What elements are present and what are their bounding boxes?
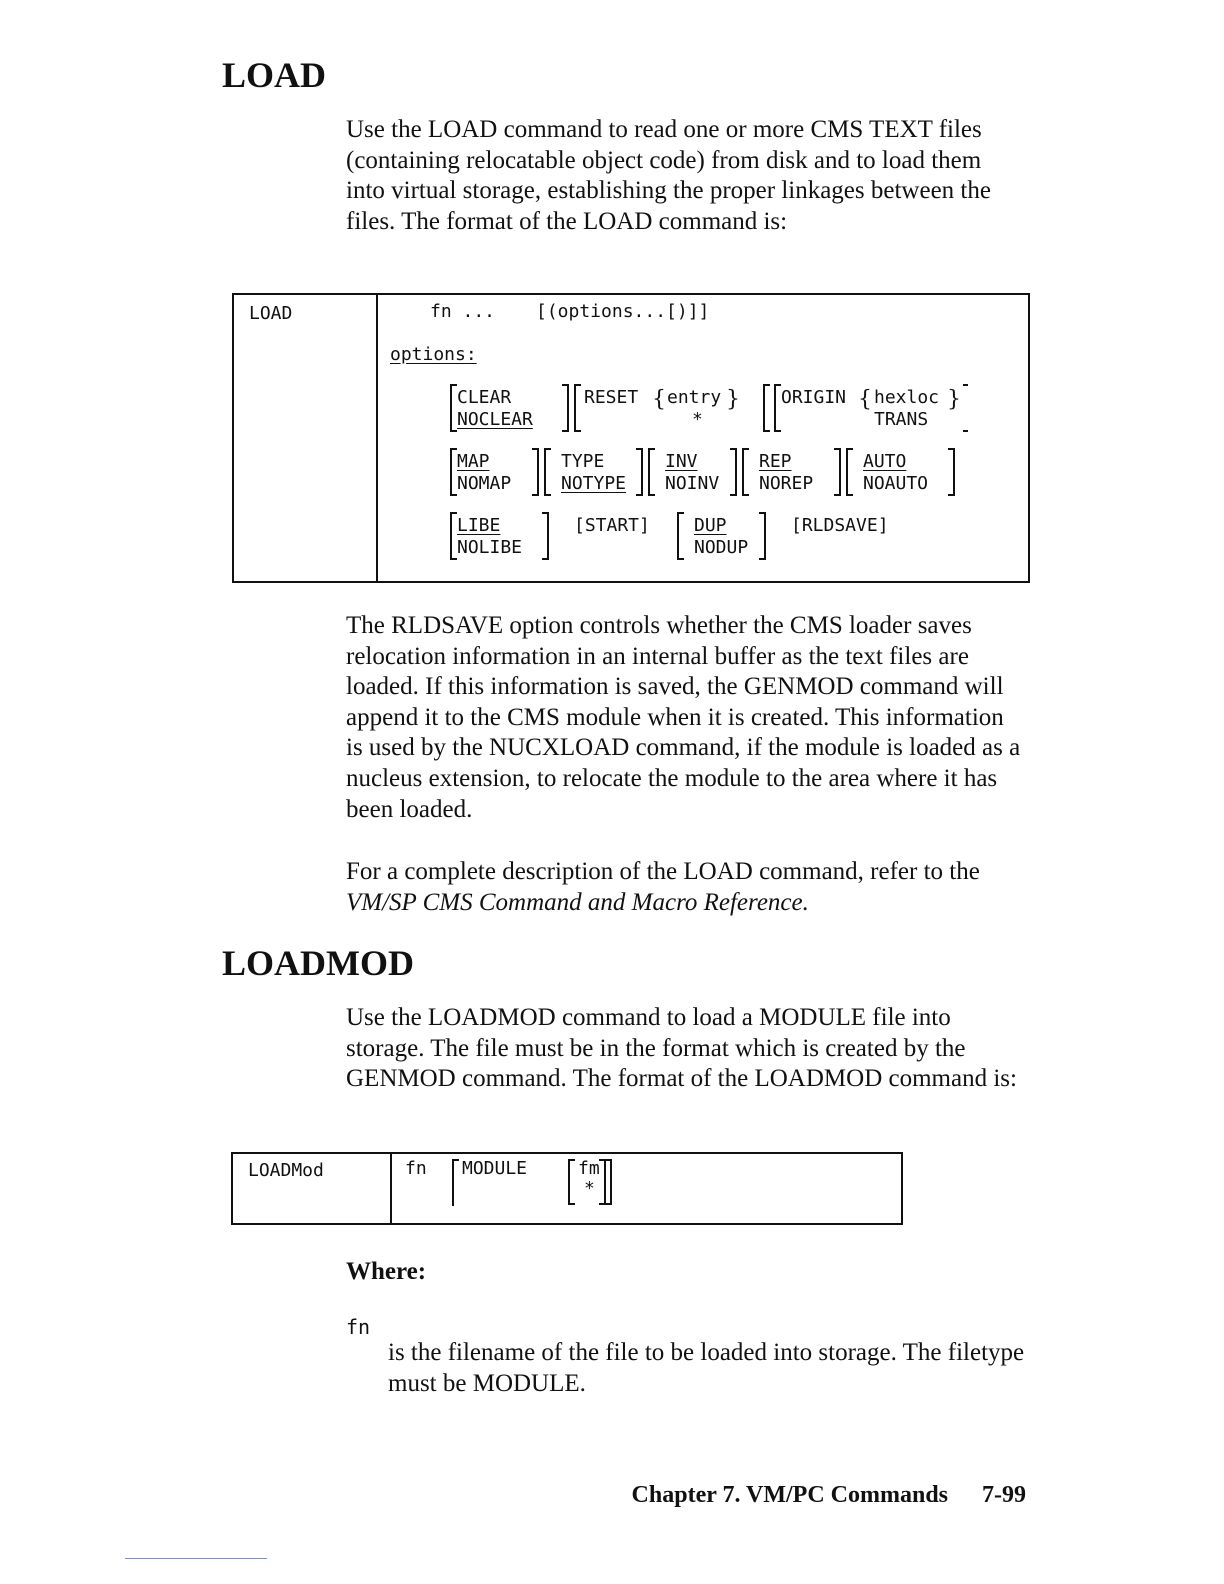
loadmod-intro-paragraph: Use the LOADMOD command to load a MODULE file into storage. The file must be in the format which is created by the GENMOD command. The format of the LOADMOD command is:: [346, 1004, 1017, 1093]
option-nodup: NODUP: [694, 537, 749, 558]
load-heading: LOAD: [222, 55, 327, 95]
load-syntax-divider: [376, 295, 378, 581]
load-options-label: options:: [390, 344, 477, 365]
option-start: [START]: [574, 515, 650, 536]
option-rep: REP: [759, 451, 792, 472]
reset-brace-open: {: [652, 387, 666, 412]
where-label: Where:: [346, 1258, 427, 1285]
loadmod-heading: LOADMOD: [222, 943, 414, 983]
reset-brace-close: }: [726, 387, 740, 412]
loadmod-operand-fn: fn: [405, 1158, 427, 1179]
option-notype: NOTYPE: [561, 473, 627, 494]
load-operand-fn: fn ...: [430, 301, 496, 322]
rldsave-paragraph: The RLDSAVE option controls whether the CMS loader saves relocation information in an internal buffer as the text files are loaded. If this information is saved, the GENMOD command will append it to the CMS module when it is created. This information is used by the NUCXLOAD command, if the module is loaded as a nucleus extension, to relocate the module to the area where it has been loaded.: [346, 612, 1021, 823]
option-libe: LIBE: [457, 515, 501, 536]
option-map: MAP: [457, 451, 490, 472]
loadmod-module: MODULE: [462, 1158, 528, 1179]
option-noinv: NOINV: [665, 473, 720, 494]
option-reset-entry: entry: [667, 387, 722, 408]
load-options-group: [(options...[)]]: [536, 301, 710, 322]
option-dup: DUP: [694, 515, 727, 536]
option-noclear: NOCLEAR: [457, 409, 533, 430]
option-rldsave: [RLDSAVE]: [791, 515, 889, 536]
option-noauto: NOAUTO: [863, 473, 929, 494]
bottom-rule: [125, 1558, 267, 1559]
option-auto: AUTO: [863, 451, 907, 472]
footer-page-number: 7-99: [982, 1482, 1026, 1508]
option-nolibe: NOLIBE: [457, 537, 523, 558]
option-clear: CLEAR: [457, 387, 512, 408]
footer-chapter: Chapter 7. VM/PC Commands: [631, 1482, 948, 1508]
load-command-name: LOAD: [249, 303, 293, 324]
term-fn-description: is the filename of the file to be loaded into storage. The filetype must be MODULE.: [388, 1339, 1025, 1397]
option-reset: RESET: [584, 387, 639, 408]
loadmod-syntax-divider: [390, 1154, 392, 1223]
origin-brace-open: {: [858, 387, 872, 412]
load-reference-text: For a complete description of the LOAD command, refer to the: [346, 858, 980, 885]
option-nomap: NOMAP: [457, 473, 512, 494]
load-reference-paragraph: [346, 857, 1026, 918]
option-reset-star: *: [692, 409, 703, 430]
option-type: TYPE: [561, 451, 605, 472]
option-inv: INV: [665, 451, 698, 472]
page-footer: [632, 1482, 1026, 1509]
origin-brace-close: }: [947, 387, 961, 412]
option-origin-hexloc: hexloc: [874, 387, 940, 408]
loadmod-fm-star: *: [584, 1178, 595, 1199]
load-syntax-box: [232, 293, 1030, 583]
option-origin-trans: TRANS: [874, 409, 929, 430]
loadmod-syntax-box: [231, 1152, 903, 1225]
load-intro-paragraph: Use the LOAD command to read one or more CMS TEXT files (containing relocatable object code) from disk and to load them into virtual storage, establishing the proper linkages between the files. The format of the LOAD command is:: [346, 116, 991, 235]
option-origin: ORIGIN: [781, 387, 847, 408]
loadmod-fm: fm: [578, 1158, 600, 1179]
term-fn: fn: [346, 1315, 371, 1339]
reference-book-title: VM/SP CMS Command and Macro Reference.: [346, 888, 809, 916]
loadmod-command-name: LOADMod: [248, 1160, 324, 1181]
option-norep: NOREP: [759, 473, 814, 494]
